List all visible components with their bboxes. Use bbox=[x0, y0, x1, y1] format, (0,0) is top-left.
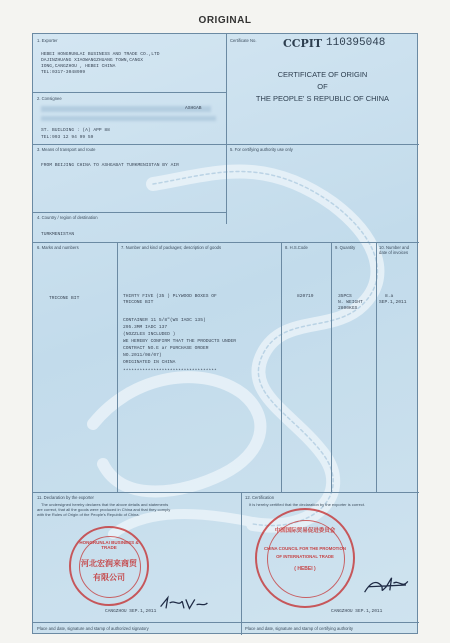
hs-code-value: 820719 bbox=[297, 294, 314, 299]
marks-header: 6. Marks and numbers bbox=[37, 245, 79, 250]
exporter-signature bbox=[157, 594, 211, 612]
exporter-stamp-bottom: 有限公司 bbox=[93, 573, 125, 582]
goods-desc-2: TRICONE BIT bbox=[123, 300, 154, 305]
quantity-line-3: 2800KGS bbox=[338, 306, 358, 311]
declaration-label: 11. Declaration by the exporter bbox=[37, 495, 94, 500]
description-header: 7. Number and kind of packages; description of goods bbox=[121, 245, 222, 250]
certificate-number: 110395048 bbox=[326, 37, 386, 49]
exporter-line-1: HEBEI HONGRUNLAI BUSINESS AND TRADE CO.,LTD bbox=[41, 52, 160, 57]
exporter-line-4: TEL:0317-3048999 bbox=[41, 70, 86, 75]
goods-desc-10: ORIGINATED IN CHINA bbox=[123, 360, 176, 365]
consignee-line-1: ASHGAB bbox=[185, 106, 202, 111]
exporter-company-stamp bbox=[69, 526, 149, 606]
declaration-text-3: with the Rules of Origin of the People's Republic of China. bbox=[37, 512, 140, 517]
exporter-label: 1. Exporter bbox=[37, 38, 58, 43]
consignee-line-2: ST. BUILDING : (A) APP 88 bbox=[41, 128, 110, 133]
certificate-title-line-2: OF bbox=[317, 82, 328, 91]
certificate-title-line-3: THE PEOPLE' S REPUBLIC OF CHINA bbox=[255, 94, 390, 103]
certifier-signature bbox=[361, 574, 415, 596]
consignee-redacted-2 bbox=[41, 116, 216, 121]
exporter-stamp-top: HONGRUNLAI BUSINESS & TRADE bbox=[79, 540, 139, 550]
goods-desc-8: CONTRACT NO.E ar PURCHASE ORDER bbox=[123, 346, 209, 351]
certifying-authority-label: 5. For certifying authority use only bbox=[230, 147, 293, 152]
certificate-no-label: Certificate No. bbox=[230, 38, 257, 43]
exporter-stamp-middle: 河北宏润来商贸 bbox=[81, 559, 137, 568]
goods-desc-7: WE HEREBY CONFIRM THAT THE PRODUCTS UNDER bbox=[123, 339, 237, 344]
consignee-label: 2. Consignee bbox=[37, 96, 62, 101]
certifier-footer: Place and date, signature and stamp of certifying authority bbox=[245, 626, 354, 631]
destination-country: TURKMENISTAN bbox=[41, 232, 75, 237]
transport-label: 3. Means of transport and route bbox=[37, 147, 96, 152]
goods-desc-5: 295.3MM IADC 137 bbox=[123, 325, 168, 330]
marks-value: TRICONE BIT bbox=[49, 296, 80, 301]
quantity-line-1: 35PCS bbox=[338, 294, 352, 299]
ccpit-stamp-middle-2: OF INTERNATIONAL TRADE bbox=[276, 554, 334, 559]
goods-desc-1: THIRTY FIVE (35 ) PLYWOOD BOXES OF bbox=[123, 294, 217, 299]
certificate-prefix: CCPIT bbox=[283, 37, 323, 50]
goods-desc-11: ********************************** bbox=[123, 369, 217, 374]
invoice-line-2: SEP.1,2011 bbox=[379, 300, 407, 305]
declaration-text-2: are correct, that all the goods were produced in China and that they comply bbox=[37, 507, 171, 512]
quantity-header: 9. Quantity bbox=[335, 245, 356, 250]
certifier-place-date: CANGZHOU SEP.1,2011 bbox=[331, 609, 383, 614]
invoice-line-1: 8.a bbox=[385, 294, 394, 299]
ccpit-stamp-bottom: ( HEBEI ) bbox=[294, 566, 316, 572]
invoice-header: 10. Number and date of invoices bbox=[379, 245, 410, 255]
ccpit-official-stamp bbox=[255, 508, 355, 608]
ccpit-stamp-top: 中国国际贸易促进委员会 bbox=[274, 528, 336, 534]
transport-route: FROM BEIJING CHINA TO ASHGABAT TURKMENISTAN BY AIR bbox=[41, 163, 179, 168]
goods-desc-4: CONTAINER 11 5/8"(WS IADC 135) bbox=[123, 318, 206, 323]
certification-label: 12. Certification bbox=[245, 495, 275, 500]
hs-code-header: 8. H.S.Code bbox=[285, 245, 308, 250]
destination-label: 4. Country / region of destination bbox=[37, 215, 98, 220]
exporter-line-3: IONG,CANGZHOU , HEBEI CHINA bbox=[41, 64, 116, 69]
exporter-footer: Place and date, signature and stamp of authorized signatory bbox=[37, 626, 149, 631]
consignee-line-3: TEL:993 12 94 99 59 bbox=[41, 135, 94, 140]
certificate-form bbox=[32, 33, 418, 634]
exporter-line-2: DAJINZHUANG XIAOWANGZHUANG TOWN,CANGX bbox=[41, 58, 143, 63]
exporter-place-date: CANGZHOU SEP.1,2011 bbox=[105, 609, 157, 614]
quantity-line-2: N. WEIGHT bbox=[338, 300, 363, 305]
certificate-title-line-1: CERTIFICATE OF ORIGIN bbox=[277, 70, 368, 79]
goods-desc-6: (NOZZLES INCLUDED ) bbox=[123, 332, 176, 337]
page-heading: ORIGINAL bbox=[198, 15, 252, 26]
declaration-text-1: The undersigned hereby declares that the above details and statements bbox=[41, 502, 169, 507]
certification-text: It is hereby certified that the declaration by the exporter is correct. bbox=[249, 502, 366, 507]
goods-desc-9: NO.2011/08/07) bbox=[123, 353, 162, 358]
ccpit-stamp-middle: CHINA COUNCIL FOR THE PROMOTION bbox=[264, 546, 346, 551]
